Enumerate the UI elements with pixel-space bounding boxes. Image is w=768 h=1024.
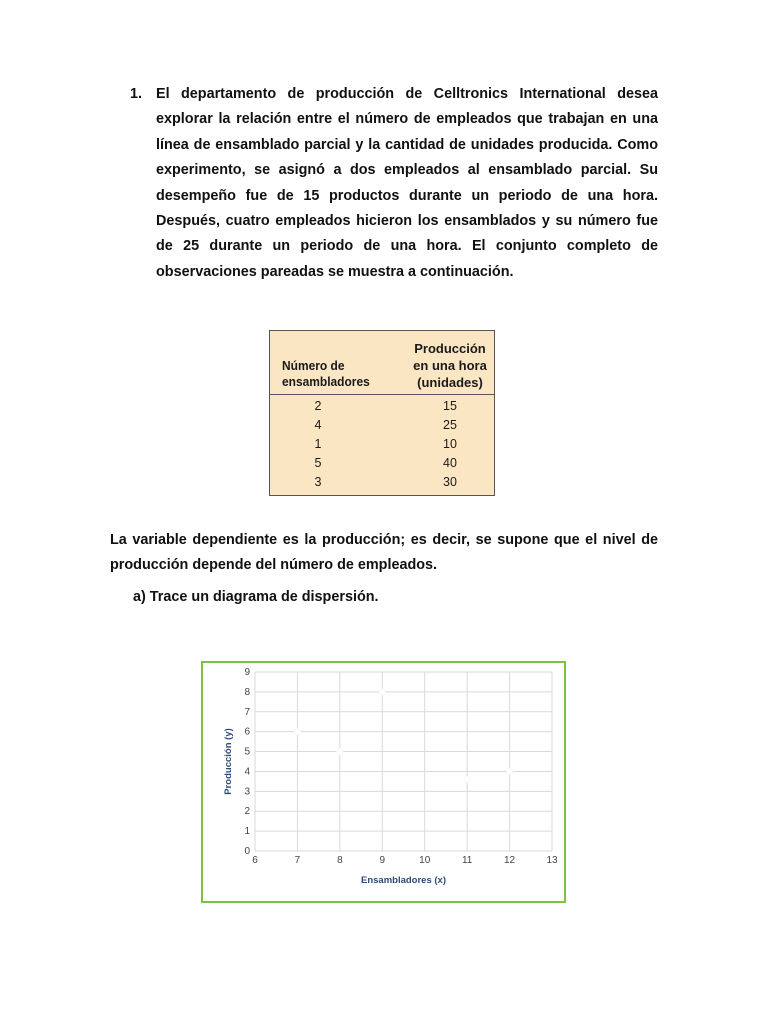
header-line: en una hora xyxy=(413,358,487,373)
cell-assemblers: 1 xyxy=(314,437,322,451)
data-table xyxy=(269,330,495,496)
question-number: 1. xyxy=(130,86,143,102)
cell-assemblers: 2 xyxy=(314,399,322,413)
table-row xyxy=(270,416,494,435)
cell-production: 40 xyxy=(443,456,457,470)
x-axis-title: Ensambladores (x) xyxy=(361,875,446,886)
question-1 xyxy=(130,82,658,285)
y-tick-label: 8 xyxy=(244,686,250,698)
y-tick-label: 0 xyxy=(244,846,250,857)
data-point xyxy=(337,748,343,754)
y-tick-label: 9 xyxy=(244,667,250,678)
x-tick-label: 12 xyxy=(504,855,516,866)
cell-production: 30 xyxy=(443,475,457,489)
y-tick-label: 7 xyxy=(244,706,250,718)
cell-assemblers: 5 xyxy=(314,456,322,470)
y-tick-label: 4 xyxy=(244,766,250,778)
cell-assemblers: 3 xyxy=(314,475,322,489)
x-tick-label: 7 xyxy=(294,855,301,866)
x-tick-label: 11 xyxy=(461,855,473,866)
y-axis-title: Producción (y) xyxy=(223,728,234,795)
table-body xyxy=(270,397,494,492)
header-line: ensambladores xyxy=(282,374,370,389)
dependent-variable-paragraph: La variable dependiente es la producción; es decir, se supone que el nivel de producción depende del número de empleados. xyxy=(110,532,658,574)
x-tick-label: 9 xyxy=(379,855,386,866)
data-point xyxy=(506,768,512,774)
table-header-assemblers xyxy=(282,358,370,390)
table-row xyxy=(270,454,494,473)
y-tick-label: 6 xyxy=(244,726,250,738)
cell-assemblers: 4 xyxy=(314,418,322,432)
data-points xyxy=(294,689,513,783)
y-tick-labels xyxy=(244,667,250,857)
cell-production: 25 xyxy=(443,418,457,432)
data-point xyxy=(294,728,300,734)
x-tick-label: 8 xyxy=(337,855,343,866)
question-a: a) Trace un diagrama de dispersión. xyxy=(133,589,379,605)
table-row xyxy=(270,397,494,416)
table-header-production xyxy=(410,340,490,391)
table-row xyxy=(270,435,494,454)
cell-production: 15 xyxy=(443,399,457,413)
table-row xyxy=(270,473,494,492)
table-divider xyxy=(270,394,494,395)
x-tick-label: 13 xyxy=(546,855,558,866)
x-tick-label: 6 xyxy=(252,855,258,866)
y-tick-label: 5 xyxy=(244,746,250,758)
cell-production: 10 xyxy=(443,437,457,451)
chart-grid xyxy=(255,672,552,851)
data-point xyxy=(379,689,385,695)
scatter-chart xyxy=(201,661,566,903)
header-line: (unidades) xyxy=(417,375,483,390)
y-tick-label: 2 xyxy=(244,806,250,818)
question-text: El departamento de producción de Celltronics International desea explorar la relación entre el número de empleados que trabajan en una línea de ensamblado parcial y la cantidad de unidades producida. Como experimento, se asignó a dos empleados al ensamblado parcial. Su desempeño fue de 15 productos durante un periodo de una hora. Después, cuatro empleados hicieron los ensamblados y su número fue de 25 durante un periodo de una hora. El conjunto completo de observaciones pareadas se muestra a continuación. xyxy=(156,86,658,280)
x-tick-labels xyxy=(252,855,558,866)
x-tick-label: 10 xyxy=(419,855,431,866)
scatter-plot-svg xyxy=(203,663,564,901)
data-point xyxy=(464,776,470,782)
y-tick-label: 1 xyxy=(244,826,250,838)
header-line: Número de xyxy=(282,358,345,373)
header-line: Producción xyxy=(414,341,486,356)
y-tick-label: 3 xyxy=(244,786,250,798)
